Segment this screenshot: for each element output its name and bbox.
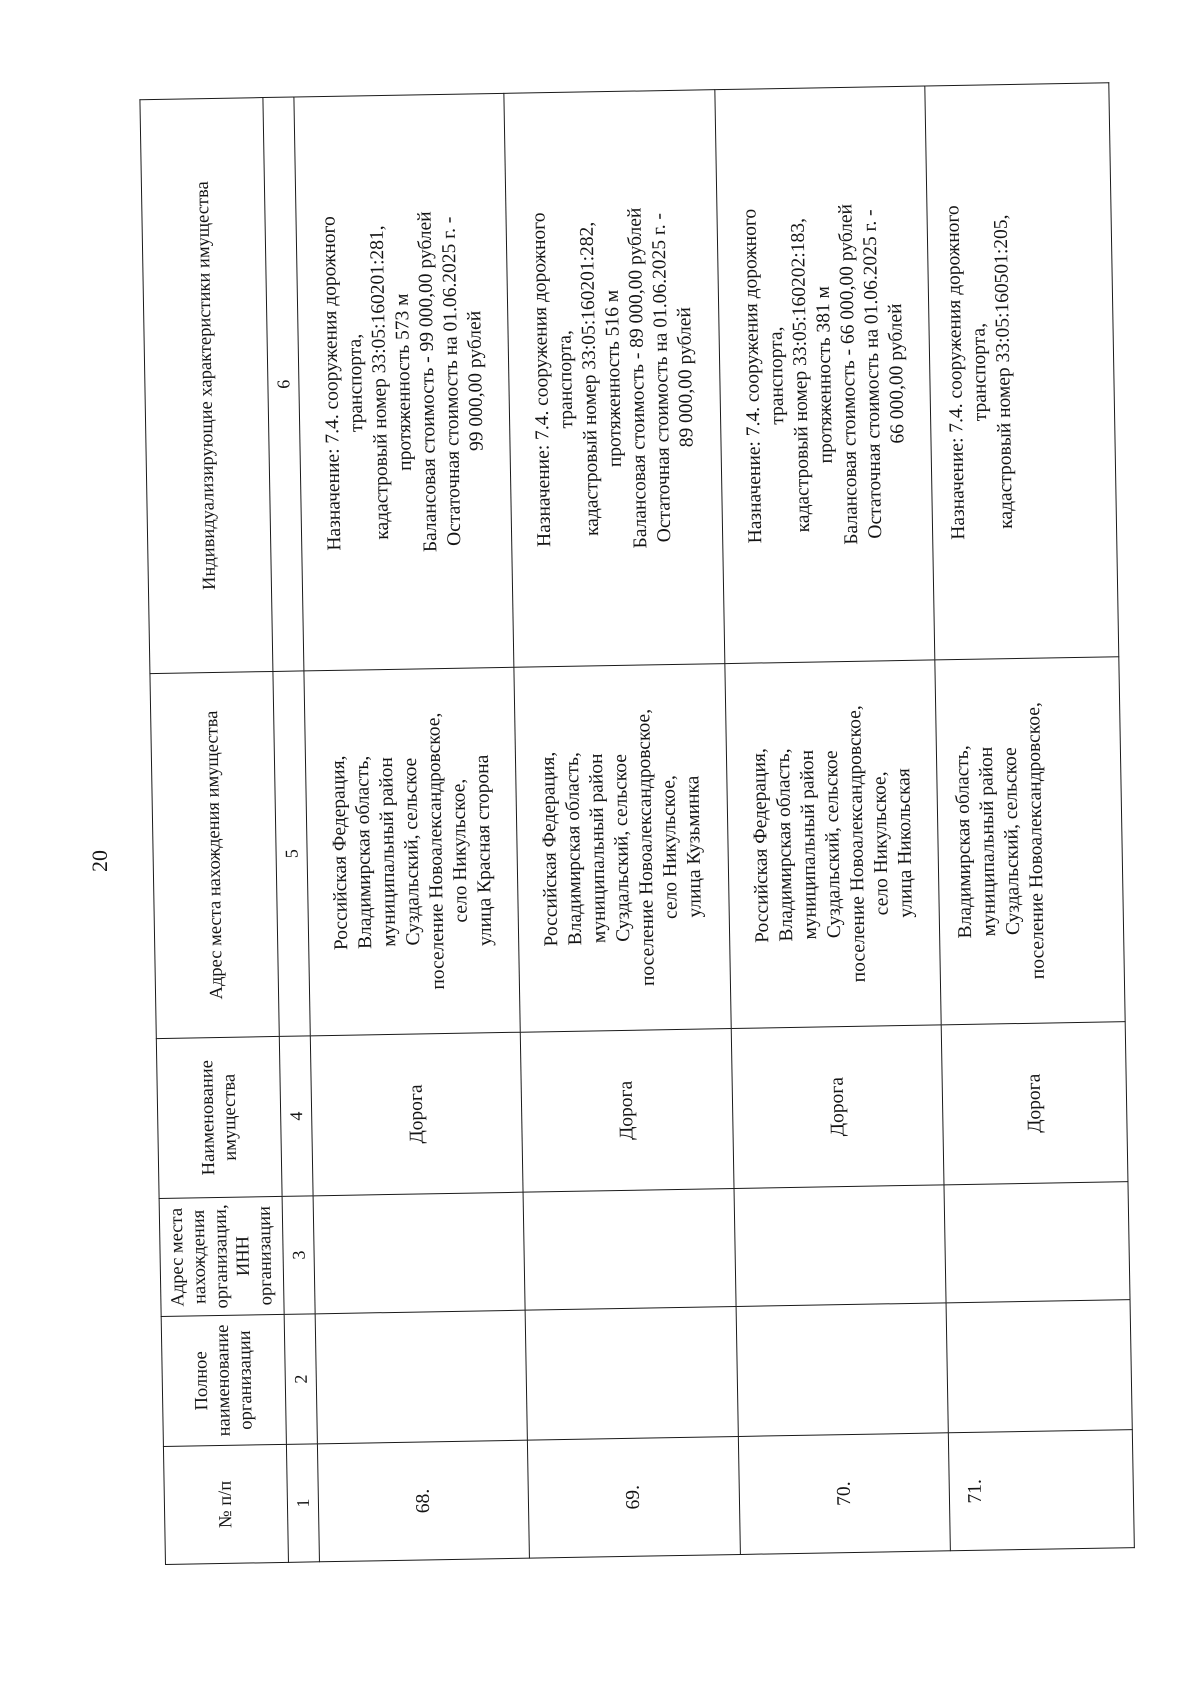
address-line: поселение Новоалександровское,: [422, 712, 449, 990]
characteristics-line: Назначение: 7.4. сооружения дорожного: [942, 205, 970, 540]
property-address-cell: [935, 657, 1125, 1025]
header-cell: Индивидуализирующие характеристики имущества: [140, 98, 273, 674]
characteristics-line: кадастровый номер 33:05:160501:205,: [991, 214, 1018, 529]
address-line: поселение Новоалександровское,: [633, 708, 660, 987]
header-cell: № п/п: [163, 1444, 288, 1564]
property-name-cell: Дорога: [521, 1029, 734, 1193]
header-cell: Наименование имущества: [156, 1036, 282, 1198]
property-name-cell: Дорога: [310, 1032, 523, 1196]
address-line: улица Кузьминка: [682, 775, 706, 918]
property-table: [139, 82, 1134, 1565]
characteristics-line: Остаточная стоимость на 01.06.2025 г. -: [648, 212, 676, 543]
property-name-cell: Дорога: [942, 1022, 1128, 1185]
header-cell: Адрес места нахождения организации, ИНН организации: [159, 1196, 284, 1316]
org-address-cell: [313, 1192, 526, 1314]
characteristics-line: кадастровый номер 33:05:160201:282,: [576, 221, 604, 537]
address-line: муниципальный район: [976, 746, 1001, 937]
address-line: улица Никольская: [892, 768, 917, 918]
characteristics-line: Остаточная стоимость на 01.06.2025 г. -: [438, 216, 465, 547]
org-name-cell: [946, 1300, 1132, 1433]
address-line: Суздальский, сельское: [399, 757, 424, 946]
characteristics-line: транспорта,: [344, 333, 367, 433]
address-line: Владимирская область,: [351, 755, 377, 950]
row-number-cell: 68.: [317, 1440, 530, 1562]
org-name-cell: [736, 1303, 949, 1437]
column-number: 2: [284, 1314, 317, 1445]
column-number: 4: [279, 1036, 313, 1197]
characteristics-line: протяженность 516 м: [602, 289, 627, 468]
characteristics-line: 66 000,00 рублей: [884, 303, 909, 444]
property-address-cell: [304, 667, 521, 1036]
address-line: поселение Новоалександровское,: [1023, 702, 1050, 980]
address-line: село Никульское,: [448, 778, 472, 923]
table-row: [504, 90, 740, 1558]
characteristics-line: Назначение: 7.4. сооружения дорожного: [318, 216, 346, 551]
characteristics-cell: [715, 86, 935, 664]
header-cell: Полное наименование организации: [161, 1314, 286, 1446]
characteristics-line: Назначение: 7.4. сооружения дорожного: [528, 212, 556, 548]
property-address-cell: [514, 664, 731, 1033]
address-line: Владимирская область,: [772, 748, 797, 942]
characteristics-line: Назначение: 7.4. сооружения дорожного: [739, 208, 766, 544]
org-address-cell: [944, 1182, 1130, 1303]
characteristics-line: 99 000,00 рублей: [463, 310, 488, 452]
address-line: Российская Федерация,: [538, 751, 563, 947]
address-line: Владимирская область,: [562, 752, 587, 946]
org-address-cell: [734, 1185, 947, 1307]
address-line: Российская Федерация,: [327, 755, 353, 951]
characteristics-line: Остаточная стоимость на 01.06.2025 г. -: [859, 209, 886, 539]
row-number-cell: 71.: [949, 1430, 1135, 1551]
address-line: Суздальский, сельское: [610, 753, 635, 942]
address-line: село Никульское,: [658, 775, 683, 920]
address-line: муниципальный район: [586, 753, 611, 944]
property-name-cell: Дорога: [731, 1025, 944, 1189]
address-line: муниципальный район: [375, 757, 400, 947]
characteristics-line: Балансовая стоимость - 66 000,00 рублей: [835, 203, 863, 545]
characteristics-cell: [294, 93, 514, 671]
characteristics-line: Балансовая стоимость - 89 000,00 рублей: [624, 207, 652, 549]
row-number-cell: 69.: [528, 1436, 741, 1558]
column-number: 6: [263, 97, 304, 671]
characteristics-line: протяженность 573 м: [391, 293, 416, 471]
characteristics-line: кадастровый номер 33:05:160202:183,: [787, 217, 814, 533]
characteristics-line: 89 000,00 рублей: [674, 306, 698, 448]
characteristics-line: протяженность 381 м: [812, 285, 837, 464]
header-cell: Адрес места нахождения имущества: [150, 671, 279, 1038]
characteristics-cell: [925, 83, 1119, 660]
address-line: Владимирская область,: [952, 745, 977, 939]
address-line: Суздальский, сельское: [1000, 747, 1025, 936]
table-row: [925, 83, 1134, 1551]
column-number: 5: [273, 671, 310, 1036]
address-line: Российская Федерация,: [748, 748, 773, 943]
characteristics-line: транспорта,: [765, 326, 788, 425]
page-number: 20: [87, 850, 112, 872]
org-address-cell: [524, 1189, 737, 1311]
table-row: [715, 86, 951, 1554]
characteristics-line: кадастровый номер 33:05:160201:281,: [366, 225, 393, 540]
address-line: улица Красная сторона: [471, 754, 496, 947]
column-number: 1: [286, 1444, 319, 1563]
address-line: Суздальский, сельское: [820, 750, 845, 939]
address-line: село Никульское,: [868, 771, 893, 916]
characteristics-line: Балансовая стоимость - 99 000,00 рублей: [414, 211, 442, 553]
rotated-table-sheet: [139, 83, 1134, 1565]
property-address-cell: [725, 660, 942, 1029]
address-line: поселение Новоалександровское,: [843, 705, 870, 983]
characteristics-line: транспорта,: [554, 330, 578, 429]
characteristics-cell: [504, 90, 724, 668]
org-name-cell: [526, 1306, 739, 1440]
row-number-cell: 70.: [738, 1433, 951, 1555]
address-line: муниципальный район: [796, 749, 821, 940]
column-number: 3: [282, 1196, 315, 1315]
table-row: [294, 93, 530, 1561]
characteristics-line: транспорта,: [968, 322, 992, 422]
org-name-cell: [315, 1310, 528, 1444]
